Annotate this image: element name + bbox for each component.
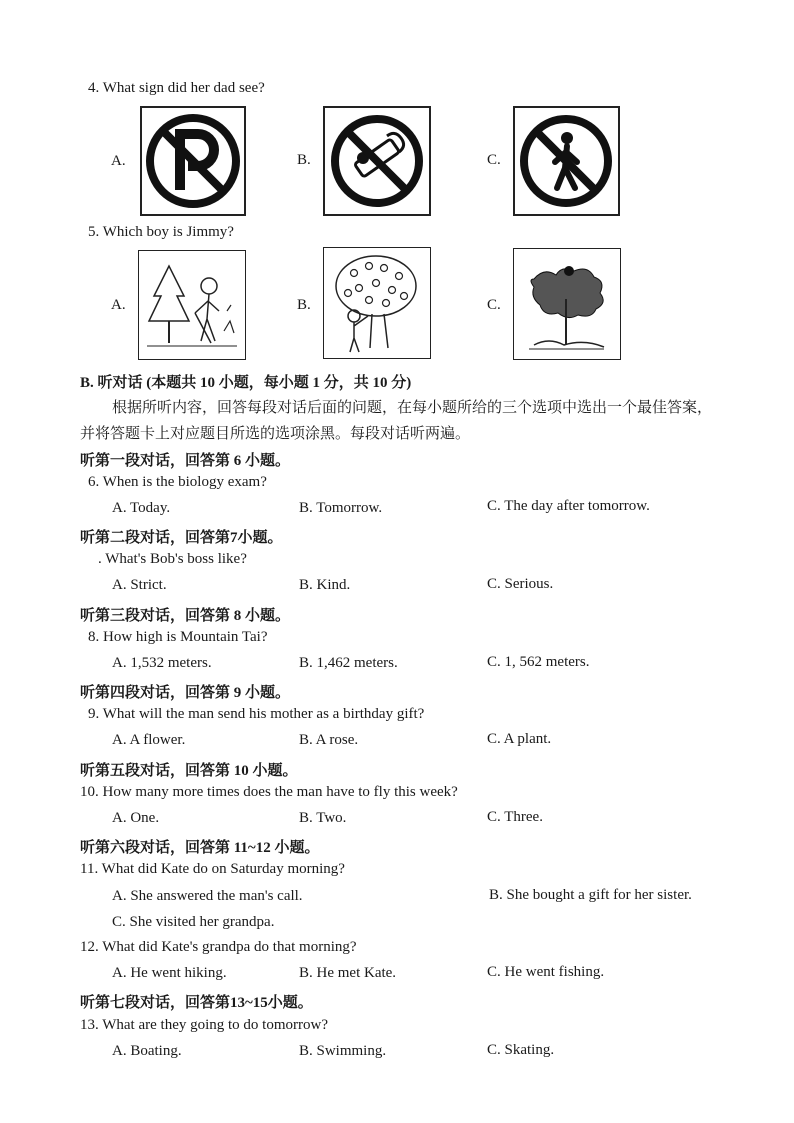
- q6-option-a[interactable]: A. Today.: [112, 500, 171, 516]
- q9-option-a[interactable]: A. A flower.: [112, 732, 186, 748]
- question-13-text: 13. What are they going to do tomorrow?: [80, 1017, 328, 1033]
- q4-option-a-label: A.: [111, 153, 126, 169]
- dialog-1-heading: 听第一段对话，回答第 6 小题。: [80, 453, 291, 469]
- q10-option-b[interactable]: B. Two.: [299, 810, 347, 826]
- boy-planting-tree-icon: [139, 251, 244, 358]
- question-8-text: 8. How high is Mountain Tai?: [88, 629, 268, 645]
- dialog-6-heading: 听第六段对话，回答第 11~12 小题。: [80, 840, 320, 856]
- q5-option-a-label: A.: [111, 297, 126, 313]
- question-11-text: 11. What did Kate do on Saturday morning?: [80, 861, 345, 877]
- no-pedestrians-sign-image[interactable]: [513, 106, 620, 216]
- question-10-text: 10. How many more times does the man have to fly this week?: [80, 784, 458, 800]
- q13-option-b[interactable]: B. Swimming.: [299, 1043, 387, 1059]
- q9-option-b[interactable]: B. A rose.: [299, 732, 359, 748]
- question-6-text: 6. When is the biology exam?: [88, 474, 267, 490]
- boy-picking-apples-icon: [324, 248, 429, 357]
- question-7-text: . What's Bob's boss like?: [98, 551, 247, 567]
- q6-option-c[interactable]: C. The day after tomorrow.: [487, 498, 650, 514]
- q4-option-b-label: B.: [297, 152, 311, 168]
- section-b-instructions-line2: 并将答题卡上对应题目所选的选项涂黑。每段对话听两遍。: [80, 426, 471, 442]
- question-12-text: 12. What did Kate's grandpa do that morning?: [80, 939, 357, 955]
- q5-option-c-label: C.: [487, 297, 501, 313]
- no-smoking-sign-image[interactable]: [323, 106, 431, 216]
- dialog-5-heading: 听第五段对话，回答第 10 小题。: [80, 763, 298, 779]
- q8-option-a[interactable]: A. 1,532 meters.: [112, 655, 212, 671]
- dialog-2-heading: 听第二段对话，回答第7小题。: [80, 530, 283, 546]
- no-parking-sign-image[interactable]: [140, 106, 246, 216]
- q5-option-b-label: B.: [297, 297, 311, 313]
- boy-planting-tree-image[interactable]: [138, 250, 246, 360]
- q4-option-c-label: C.: [487, 152, 501, 168]
- q12-option-b[interactable]: B. He met Kate.: [299, 965, 397, 981]
- q7-option-a[interactable]: A. Strict.: [112, 577, 167, 593]
- section-b-heading: B. 听对话 (本题共 10 小题，每小题 1 分，共 10 分): [80, 375, 412, 391]
- dialog-7-heading: 听第七段对话，回答第13~15小题。: [80, 995, 313, 1011]
- q6-option-b[interactable]: B. Tomorrow.: [299, 500, 383, 516]
- q11-option-c[interactable]: C. She visited her grandpa.: [112, 914, 275, 930]
- question-4-text: 4. What sign did her dad see?: [88, 80, 265, 96]
- q10-option-c[interactable]: C. Three.: [487, 809, 543, 825]
- no-pedestrians-icon: [515, 108, 618, 214]
- boy-in-tree-icon: [514, 249, 619, 358]
- q12-option-c[interactable]: C. He went fishing.: [487, 964, 605, 980]
- question-5-text: 5. Which boy is Jimmy?: [88, 224, 234, 240]
- boy-picking-apples-image[interactable]: [323, 247, 431, 359]
- boy-in-tree-image[interactable]: [513, 248, 621, 360]
- no-parking-icon: [142, 108, 244, 214]
- q8-option-b[interactable]: B. 1,462 meters.: [299, 655, 398, 671]
- q13-option-a[interactable]: A. Boating.: [112, 1043, 182, 1059]
- q10-option-a[interactable]: A. One.: [112, 810, 160, 826]
- q7-option-c[interactable]: C. Serious.: [487, 576, 554, 592]
- q9-option-c[interactable]: C. A plant.: [487, 731, 552, 747]
- q11-option-a[interactable]: A. She answered the man's call.: [112, 888, 303, 904]
- q13-option-c[interactable]: C. Skating.: [487, 1042, 555, 1058]
- question-9-text: 9. What will the man send his mother as a birthday gift?: [88, 706, 425, 722]
- dialog-3-heading: 听第三段对话，回答第 8 小题。: [80, 608, 291, 624]
- q12-option-a[interactable]: A. He went hiking.: [112, 965, 227, 981]
- q7-option-b[interactable]: B. Kind.: [299, 577, 351, 593]
- q8-option-c[interactable]: C. 1, 562 meters.: [487, 654, 590, 670]
- q11-option-b[interactable]: B. She bought a gift for her sister.: [489, 887, 692, 903]
- section-b-instructions-line1: 根据所听内容，回答每段对话后面的问题，在每小题所给的三个选项中选出一个最佳答案，: [112, 400, 713, 416]
- no-smoking-icon: [325, 108, 429, 214]
- dialog-4-heading: 听第四段对话，回答第 9 小题。: [80, 685, 291, 701]
